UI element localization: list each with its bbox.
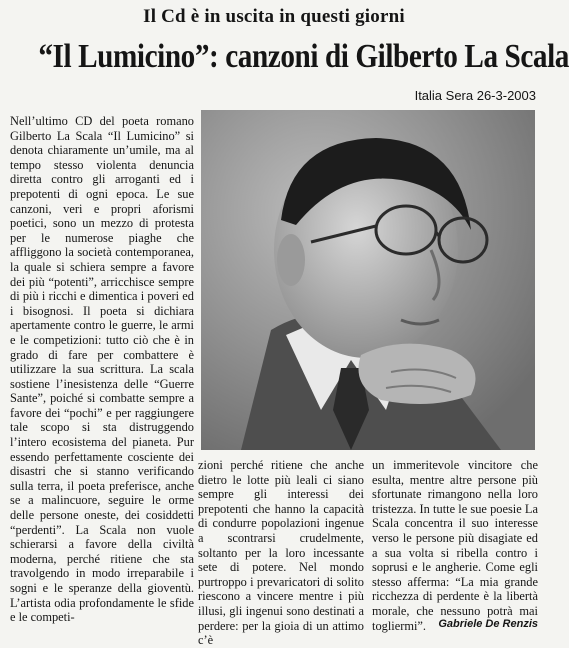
column-3-text: un immeritevole vincitore che esulta, mentre altre persone più sfortunate rimangono nella loro tristezza. In tutte le sue poesie La Scala concentra il suo interesse verso le persone più disagiate ed a sua volta si ribella contro i soprusi e le angherie. Come egli stesso afferma: “La mia grande ricchezza di perdente è la libertà morale, che nessuno potrà mai togliermi”. (372, 458, 538, 633)
portrait-illustration (201, 110, 535, 450)
article-column-1 (10, 114, 194, 628)
article-column-3 (372, 458, 538, 633)
column-2-text: zioni perché ritiene che anche dietro le lotte più leali ci siano sempre gli interessi dei prepotenti che hanno la capacità di condurre popolazioni ingenue a scontrarsi crudelmente, soltanto per la loro incessante sete di potere. Nel mondo purtroppo i prevaricatori di solito riescono a vincere mentre i più illusi, gli ingenui sono destinati a perdere: per la gioia di un attimo c’è (198, 458, 364, 648)
article-kicker: Il Cd è in uscita in questi giorni (143, 6, 405, 27)
portrait-photo (201, 110, 535, 450)
article-headline: “Il Lumicino”: canzoni di Gilberto La Scala (38, 38, 569, 75)
author-signature: Gabriele De Renzis (438, 618, 538, 630)
column-1-text: Nell’ultimo CD del poeta romano Gilberto La Scala “Il Lumicino” si denota chiaramente un’umile, ma al tempo stesso violenta denuncia diretta contro gli arroganti ed i prepotenti di ogni epoca. Le sue canzoni, veri e propri aforismi poetici, sono un mezzo di protesta per le numerose piaghe che affliggono la società contemporanea, la quale si schiera sempre a favore dei più “potenti”, arricchisce sempre di più i ricchi e dimentica i poveri ed i bisognosi. Il poeta si dichiara apertamente contro le guerre, le armi e le competizioni: tutto ciò che è in grado di fare per combattere è utilizzare la sua scrittura. La scala sostiene l’inesistenza delle “Guerre Sante”, poiché si combatte sempre a favore dei “pochi” e per raggiungere tale scopo si sta distruggendo l’intero ecosistema del pianeta. Pur essendo perfettamente cosciente dei disastri che si stanno verificando sulla terra, il poeta preferisce, anche se a malincuore, seguire le orme delle persone oneste, dei cosiddetti “perdenti”. La Scala non vuole schierarsi a favore della civiltà moderna, perché ritiene che sta travolgendo in modo irreparabile i sogni e le speranze della gioventù. L’artista odia profondamente le sfide e le competi- (10, 114, 194, 625)
article-column-2 (198, 458, 364, 648)
article-source-date: Italia Sera 26-3-2003 (414, 88, 536, 103)
